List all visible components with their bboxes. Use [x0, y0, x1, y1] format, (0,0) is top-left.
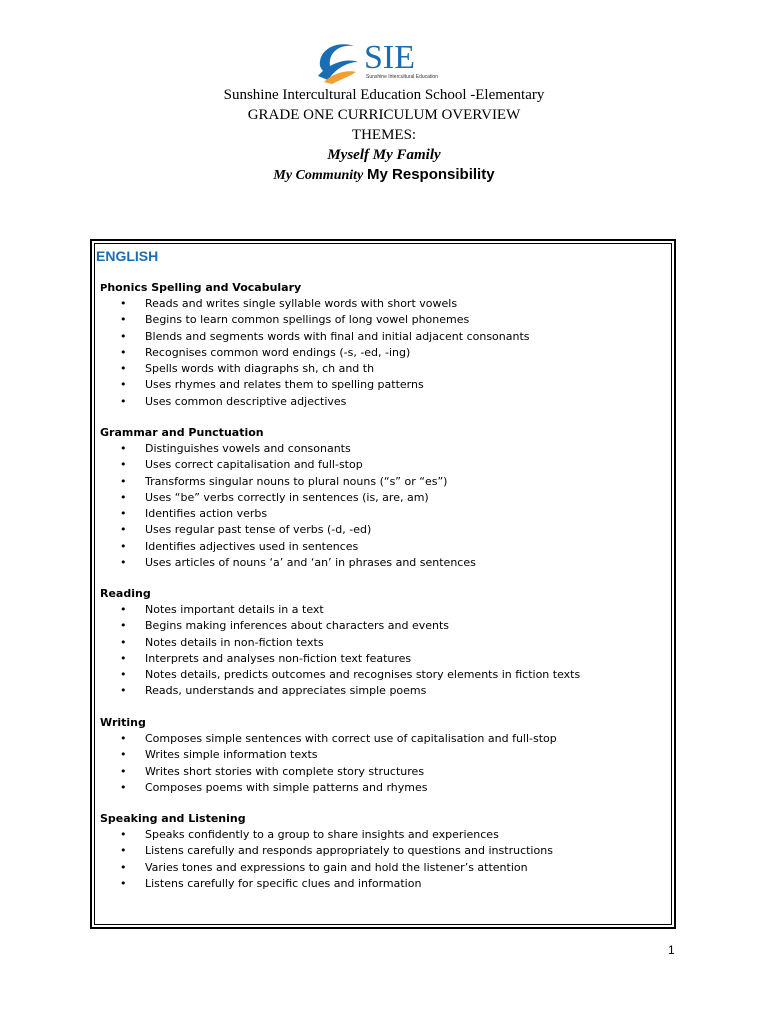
logo-subtitle: Sunshine Intercultural Education — [366, 74, 438, 80]
bullet-icon: • — [120, 732, 127, 745]
section-grammar — [100, 424, 660, 571]
school-name: Sunshine Intercultural Education School -Elementary — [223, 87, 545, 103]
list-item: • Varies tones and expressions to gain and hold the listener’s attention — [100, 860, 660, 876]
bullet-icon: • — [120, 844, 127, 858]
list-item: • Writes short stories with complete story structures — [100, 764, 660, 780]
section-heading — [100, 279, 660, 296]
theme-line-2 — [0, 166, 768, 184]
bullet-icon: • — [120, 876, 127, 890]
bullet-icon: • — [120, 345, 127, 359]
page-number: 1 — [668, 943, 675, 957]
bullet-icon: • — [120, 458, 127, 472]
heading-initial: P — [100, 283, 108, 294]
list-item: • Uses regular past tense of verbs (-d, -ed) — [100, 522, 660, 538]
list-item: • Begins to learn common spellings of long vowel phonemes — [100, 312, 660, 328]
bullet-list — [100, 731, 660, 796]
list-item: • Recognises common word endings (-s, -ed, -ing) — [100, 345, 660, 361]
bullet-icon: • — [120, 329, 127, 343]
bullet-icon: • — [120, 539, 127, 553]
list-item: • Listens carefully and responds appropriately to questions and instructions — [100, 843, 660, 859]
section-reading — [100, 585, 660, 700]
list-item: • Notes details in non-fiction texts — [100, 635, 660, 651]
sie-logo — [310, 36, 460, 88]
list-item: • Uses rhymes and relates them to spelling patterns — [100, 377, 660, 393]
list-item: • Notes important details in a text — [100, 602, 660, 618]
bullet-icon: • — [120, 523, 127, 537]
theme-line-1: Myself My Family — [327, 147, 441, 163]
bullet-icon: • — [120, 651, 127, 665]
themes-label: THEMES: — [351, 127, 417, 143]
bullet-icon: • — [120, 603, 127, 616]
bullet-icon: • — [120, 490, 127, 504]
list-item: • Uses common descriptive adjectives — [100, 394, 660, 410]
section-heading: Grammar and Punctuation — [100, 426, 264, 439]
list-item: • Begins making inferences about characters and events — [100, 618, 660, 634]
bullet-icon: • — [120, 668, 127, 682]
list-item: • Composes poems with simple patterns and rhymes — [100, 780, 660, 796]
section-heading: Speaking and Listening — [100, 812, 246, 825]
bullet-icon: • — [120, 684, 127, 698]
list-item: • Uses articles of nouns ‘a’ and ‘an’ in phrases and sentences — [100, 555, 660, 571]
list-item: • Transforms singular nouns to plural nouns (“s” or “es”) — [100, 474, 660, 490]
list-item: • Reads and writes single syllable words with short vowels — [100, 296, 660, 312]
list-item: • Identifies adjectives used in sentences — [100, 539, 660, 555]
bullet-list — [100, 827, 660, 892]
list-item: • Listens carefully for specific clues and information — [100, 876, 660, 892]
list-item: • Composes simple sentences with correct use of capitalisation and full-stop — [100, 731, 660, 747]
bullet-icon: • — [120, 619, 127, 633]
bullet-icon: • — [120, 362, 127, 376]
list-item: • Uses “be” verbs correctly in sentences (is, are, am) — [100, 490, 660, 506]
heading-rest: honics Spelling and Vocabulary — [107, 281, 302, 294]
theme-responsibility: My Responsibility — [367, 166, 495, 183]
bullet-icon: • — [120, 828, 127, 841]
document-title: GRADE ONE CURRICULUM OVERVIEW — [247, 107, 521, 123]
bullet-icon: • — [120, 635, 127, 649]
bullet-list — [100, 441, 660, 571]
section-heading: Reading — [100, 587, 151, 600]
bullet-icon: • — [120, 780, 127, 794]
list-item: • Speaks confidently to a group to share insights and experiences — [100, 827, 660, 843]
list-item: • Uses correct capitalisation and full-stop — [100, 457, 660, 473]
section-speaking-listening — [100, 810, 660, 892]
section-phonics — [100, 279, 660, 410]
list-item: • Notes details, predicts outcomes and recognises story elements in fiction texts — [100, 667, 660, 683]
theme-community: My Community — [273, 168, 364, 183]
logo-wordmark: SIE — [364, 39, 415, 76]
bullet-icon: • — [120, 474, 127, 488]
list-item: • Spells words with diagraphs sh, ch and th — [100, 361, 660, 377]
bullet-icon: • — [120, 297, 127, 310]
bullet-list — [100, 602, 660, 700]
bullet-icon: • — [120, 748, 127, 762]
list-item: • Blends and segments words with final and initial adjacent consonants — [100, 329, 660, 345]
list-item: • Writes simple information texts — [100, 747, 660, 763]
section-writing — [100, 714, 660, 796]
bullet-icon: • — [120, 556, 127, 570]
bullet-icon: • — [120, 764, 127, 778]
section-heading: Writing — [100, 716, 146, 729]
bullet-icon: • — [120, 394, 127, 408]
list-item: • Interprets and analyses non-fiction text features — [100, 651, 660, 667]
bullet-icon: • — [120, 860, 127, 874]
bullet-icon: • — [120, 378, 127, 392]
subject-heading: ENGLISH — [96, 248, 159, 264]
list-item: • Identifies action verbs — [100, 506, 660, 522]
bullet-icon: • — [120, 507, 127, 521]
bullet-list — [100, 296, 660, 410]
list-item: • Reads, understands and appreciates simple poems — [100, 683, 660, 699]
bullet-icon: • — [120, 442, 127, 455]
bullet-icon: • — [120, 313, 127, 327]
list-item: • Distinguishes vowels and consonants — [100, 441, 660, 457]
